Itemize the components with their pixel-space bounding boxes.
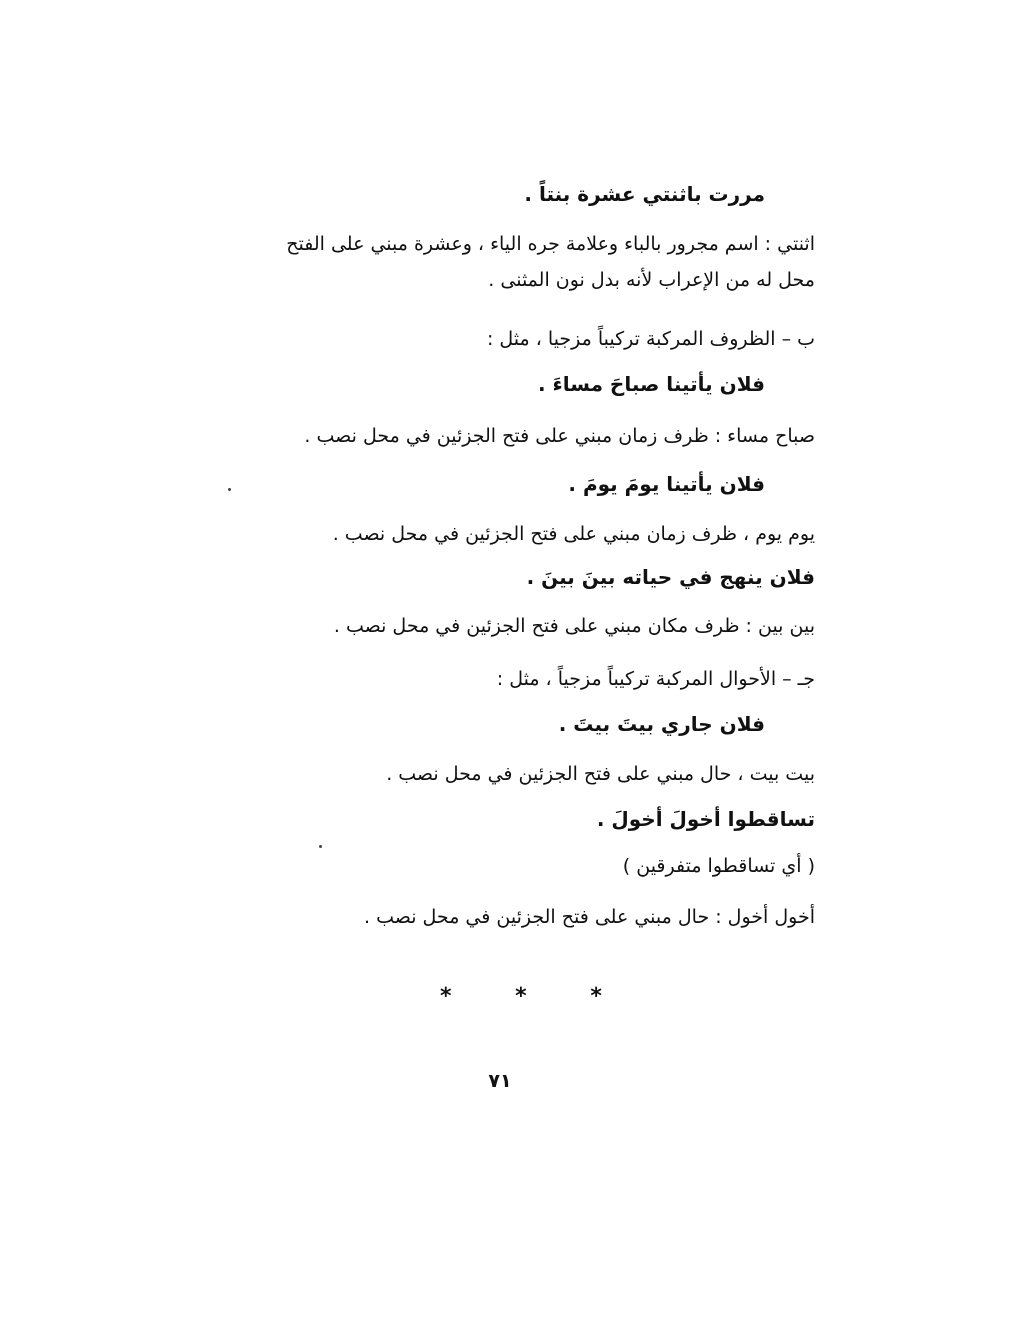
example-line-3: فلان يأتينا يومَ يومَ . (568, 472, 765, 496)
explanation-line-6: بيت بيت ، حال مبني على فتح الجزئين في محل نصب . (386, 763, 815, 785)
explanation-line-7: أخول أخول : حال مبني على فتح الجزئين في محل نصب . (364, 906, 815, 928)
example-line-4: فلان ينهج في حياته بينَ بينَ . (526, 565, 815, 589)
explanation-line-2: محل له من الإعراب لأنه بدل نون المثنى . (488, 269, 815, 291)
scan-speck (228, 488, 231, 491)
example-line-5: فلان جاري بيتَ بيتَ . (558, 712, 765, 736)
gloss-line: ( أي تساقطوا متفرقين ) (622, 855, 815, 877)
example-line-2: فلان يأتينا صباحَ مساءَ . (537, 372, 765, 396)
scan-speck (319, 845, 322, 848)
section-separator: * * * (440, 984, 630, 1009)
section-heading-b: ب – الظروف المركبة تركيباً مزجيا ، مثل : (486, 328, 815, 350)
section-heading-j: جـ – الأحوال المركبة تركيباً مزجياً ، مثل : (496, 668, 815, 690)
explanation-line-4: يوم يوم ، ظرف زمان مبني على فتح الجزئين في محل نصب . (332, 523, 815, 545)
page-number: ٧١ (488, 1070, 512, 1092)
explanation-line-1: اثنتي : اسم مجرور بالباء وعلامة جره الياء ، وعشرة مبني على الفتح (286, 233, 815, 255)
explanation-line-3: صباح مساء : ظرف زمان مبني على فتح الجزئين في محل نصب . (304, 425, 815, 447)
explanation-line-5: بين بين : ظرف مكان مبني على فتح الجزئين في محل نصب . (333, 615, 815, 637)
example-line-6: تساقطوا أخولَ أخولَ . (596, 807, 815, 831)
example-line-1: مررت باثنتي عشرة بنتاً . (524, 182, 765, 206)
